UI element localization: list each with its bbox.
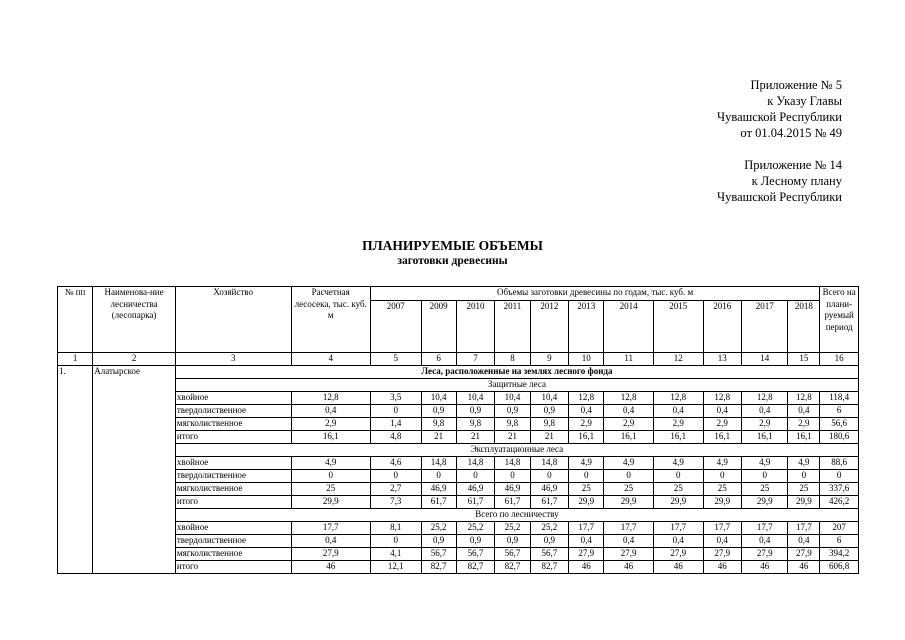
value-cell: 25 [788, 483, 820, 496]
header-year: 2018 [788, 301, 820, 353]
value-cell: 17,7 [788, 522, 820, 535]
header-estimated-cut: Расчетная лесосека, тыс. куб. м [291, 287, 370, 353]
value-cell: 4,6 [370, 457, 421, 470]
value-cell: 46 [569, 561, 604, 574]
value-cell: 61,7 [495, 496, 530, 509]
species-label: хвойное [175, 392, 291, 405]
value-cell: 16,1 [291, 431, 370, 444]
species-label: хвойное [175, 522, 291, 535]
value-cell: 4,9 [291, 457, 370, 470]
value-cell: 0 [370, 535, 421, 548]
value-cell: 61,7 [421, 496, 456, 509]
value-cell: 16,1 [604, 431, 654, 444]
value-cell: 394,2 [820, 548, 859, 561]
value-cell: 0,4 [604, 535, 654, 548]
value-cell: 12,8 [569, 392, 604, 405]
value-cell: 0 [742, 470, 788, 483]
species-label: мягколиственное [175, 418, 291, 431]
value-cell: 0 [703, 470, 742, 483]
value-cell: 0 [370, 405, 421, 418]
column-number: 11 [604, 353, 654, 366]
column-number: 8 [495, 353, 530, 366]
value-cell: 207 [820, 522, 859, 535]
value-cell: 25 [291, 483, 370, 496]
header-row [58, 287, 859, 301]
value-cell: 6 [820, 405, 859, 418]
value-cell: 56,7 [495, 548, 530, 561]
column-number: 13 [703, 353, 742, 366]
header-forestry-name: Наименова-ние лесничества (лесопарка) [93, 287, 176, 353]
value-cell: 29,9 [703, 496, 742, 509]
value-cell: 0 [569, 470, 604, 483]
value-cell: 12,8 [788, 392, 820, 405]
column-number: 10 [569, 353, 604, 366]
value-cell: 2,9 [604, 418, 654, 431]
value-cell: 82,7 [495, 561, 530, 574]
species-label: твердолиственное [175, 535, 291, 548]
header-total-period: Всего на плани-руемый период [820, 287, 859, 353]
header-year: 2007 [370, 301, 421, 353]
value-cell: 12,8 [703, 392, 742, 405]
value-cell: 2,9 [742, 418, 788, 431]
value-cell: 25 [569, 483, 604, 496]
value-cell: 27,9 [703, 548, 742, 561]
header-farm: Хозяйство [175, 287, 291, 353]
value-cell: 27,9 [604, 548, 654, 561]
header-year: 2015 [653, 301, 703, 353]
species-label: мягколиственное [175, 548, 291, 561]
value-cell: 606,8 [820, 561, 859, 574]
document-subtitle: заготовки древесины [397, 255, 508, 267]
value-cell: 14,8 [456, 457, 495, 470]
column-number: 1 [58, 353, 93, 366]
value-cell: 82,7 [421, 561, 456, 574]
value-cell: 4,9 [653, 457, 703, 470]
value-cell: 2,9 [569, 418, 604, 431]
section-row [58, 366, 859, 379]
value-cell: 0,4 [703, 535, 742, 548]
table-row [58, 470, 859, 483]
value-cell: 12,8 [653, 392, 703, 405]
appendix-line: Приложение № 5 [750, 78, 842, 92]
group-title: Эксплуатационные леса [175, 444, 858, 457]
value-cell: 4,9 [788, 457, 820, 470]
value-cell: 4,9 [569, 457, 604, 470]
value-cell: 2,7 [370, 483, 421, 496]
value-cell: 27,9 [291, 548, 370, 561]
column-number: 6 [421, 353, 456, 366]
appendix-14-block [717, 157, 842, 205]
value-cell: 426,2 [820, 496, 859, 509]
value-cell: 4,1 [370, 548, 421, 561]
species-label: итого [175, 431, 291, 444]
value-cell: 16,1 [788, 431, 820, 444]
value-cell: 10,4 [421, 392, 456, 405]
header-year: 2009 [421, 301, 456, 353]
value-cell: 29,9 [569, 496, 604, 509]
value-cell: 14,8 [530, 457, 569, 470]
value-cell: 12,1 [370, 561, 421, 574]
group-title-row [58, 509, 859, 522]
value-cell: 0,4 [653, 535, 703, 548]
value-cell: 2,9 [703, 418, 742, 431]
value-cell: 46 [653, 561, 703, 574]
header-volumes-by-year: Объемы заготовки древесины по годам, тыс. куб. м [370, 287, 819, 301]
column-number: 5 [370, 353, 421, 366]
table-row [58, 392, 859, 405]
value-cell: 337,6 [820, 483, 859, 496]
value-cell: 46 [604, 561, 654, 574]
value-cell: 0,9 [456, 405, 495, 418]
column-number: 15 [788, 353, 820, 366]
value-cell: 4,9 [742, 457, 788, 470]
value-cell: 10,4 [530, 392, 569, 405]
value-cell: 27,9 [788, 548, 820, 561]
table-row [58, 561, 859, 574]
value-cell: 0,4 [291, 405, 370, 418]
harvest-volume-table [57, 286, 859, 574]
group-title-row [58, 444, 859, 457]
value-cell: 0 [820, 470, 859, 483]
header-year: 2013 [569, 301, 604, 353]
value-cell: 14,8 [421, 457, 456, 470]
value-cell: 56,7 [530, 548, 569, 561]
column-number: 3 [175, 353, 291, 366]
value-cell: 82,7 [530, 561, 569, 574]
column-number: 12 [653, 353, 703, 366]
value-cell: 46,9 [421, 483, 456, 496]
group-title: Защитные леса [175, 379, 858, 392]
appendix-5-block [717, 77, 842, 141]
value-cell: 29,9 [788, 496, 820, 509]
value-cell: 0,4 [703, 405, 742, 418]
value-cell: 25,2 [456, 522, 495, 535]
value-cell: 17,7 [569, 522, 604, 535]
group-title-row [58, 379, 859, 392]
value-cell: 27,9 [742, 548, 788, 561]
value-cell: 16,1 [569, 431, 604, 444]
value-cell: 0,9 [495, 535, 530, 548]
value-cell: 0,4 [742, 405, 788, 418]
value-cell: 0,4 [742, 535, 788, 548]
appendix-line: Чувашской Республики [716, 110, 842, 124]
value-cell: 21 [530, 431, 569, 444]
value-cell: 46 [703, 561, 742, 574]
column-numbers-row [58, 353, 859, 366]
value-cell: 9,8 [530, 418, 569, 431]
value-cell: 0 [495, 470, 530, 483]
value-cell: 17,7 [703, 522, 742, 535]
value-cell: 29,9 [291, 496, 370, 509]
value-cell: 9,8 [456, 418, 495, 431]
value-cell: 4,8 [370, 431, 421, 444]
column-number: 14 [742, 353, 788, 366]
value-cell: 12,8 [604, 392, 654, 405]
value-cell: 0,9 [530, 405, 569, 418]
value-cell: 12,8 [291, 392, 370, 405]
value-cell: 61,7 [530, 496, 569, 509]
value-cell: 14,8 [495, 457, 530, 470]
value-cell: 0 [456, 470, 495, 483]
appendix-line: Чувашской Республики [716, 190, 842, 204]
header-year: 2017 [742, 301, 788, 353]
table-row [58, 496, 859, 509]
header-year: 2016 [703, 301, 742, 353]
appendix-line: к Лесному плану [751, 174, 842, 188]
forestry-name: Алатырское [93, 366, 176, 574]
value-cell: 0,4 [653, 405, 703, 418]
document-title: ПЛАНИРУЕМЫЕ ОБЪЕМЫ [362, 238, 543, 253]
table-body [58, 366, 859, 574]
table-row [58, 431, 859, 444]
value-cell: 118,4 [820, 392, 859, 405]
value-cell: 46,9 [495, 483, 530, 496]
value-cell: 10,4 [495, 392, 530, 405]
value-cell: 6 [820, 535, 859, 548]
value-cell: 0,9 [530, 535, 569, 548]
value-cell: 0,9 [421, 535, 456, 548]
table-row [58, 548, 859, 561]
appendix-line: Приложение № 14 [744, 158, 842, 172]
column-number: 4 [291, 353, 370, 366]
value-cell: 0,4 [569, 535, 604, 548]
value-cell: 9,8 [495, 418, 530, 431]
value-cell: 17,7 [604, 522, 654, 535]
value-cell: 0 [788, 470, 820, 483]
value-cell: 180,6 [820, 431, 859, 444]
table-row [58, 457, 859, 470]
value-cell: 0,9 [495, 405, 530, 418]
value-cell: 7,3 [370, 496, 421, 509]
value-cell: 25,2 [530, 522, 569, 535]
species-label: итого [175, 561, 291, 574]
species-label: твердолиственное [175, 405, 291, 418]
species-label: твердолиственное [175, 470, 291, 483]
value-cell: 1,4 [370, 418, 421, 431]
value-cell: 25 [703, 483, 742, 496]
section-title: Леса, расположенные на землях лесного фонда [175, 366, 858, 379]
value-cell: 0 [370, 470, 421, 483]
value-cell: 0,4 [604, 405, 654, 418]
value-cell: 8,1 [370, 522, 421, 535]
value-cell: 25 [742, 483, 788, 496]
value-cell: 21 [456, 431, 495, 444]
value-cell: 0,4 [569, 405, 604, 418]
species-label: мягколиственное [175, 483, 291, 496]
value-cell: 0 [421, 470, 456, 483]
table-row [58, 535, 859, 548]
table-row [58, 418, 859, 431]
column-number: 2 [93, 353, 176, 366]
value-cell: 0 [604, 470, 654, 483]
value-cell: 17,7 [742, 522, 788, 535]
value-cell: 4,9 [604, 457, 654, 470]
value-cell: 56,7 [421, 548, 456, 561]
value-cell: 29,9 [653, 496, 703, 509]
value-cell: 27,9 [653, 548, 703, 561]
value-cell: 17,7 [291, 522, 370, 535]
appendix-line: от 01.04.2015 № 49 [740, 126, 842, 140]
header-year: 2014 [604, 301, 654, 353]
value-cell: 56,7 [456, 548, 495, 561]
value-cell: 3,5 [370, 392, 421, 405]
value-cell: 21 [495, 431, 530, 444]
header-year: 2010 [456, 301, 495, 353]
column-number: 7 [456, 353, 495, 366]
value-cell: 16,1 [742, 431, 788, 444]
table-row [58, 522, 859, 535]
value-cell: 46,9 [530, 483, 569, 496]
value-cell: 0 [653, 470, 703, 483]
value-cell: 2,9 [788, 418, 820, 431]
value-cell: 21 [421, 431, 456, 444]
group-title: Всего по лесничеству [175, 509, 858, 522]
value-cell: 17,7 [653, 522, 703, 535]
column-number: 16 [820, 353, 859, 366]
value-cell: 56,6 [820, 418, 859, 431]
value-cell: 12,8 [742, 392, 788, 405]
species-label: итого [175, 496, 291, 509]
header-year: 2012 [530, 301, 569, 353]
value-cell: 10,4 [456, 392, 495, 405]
value-cell: 25 [653, 483, 703, 496]
value-cell: 27,9 [569, 548, 604, 561]
header-year: 2011 [495, 301, 530, 353]
value-cell: 88,6 [820, 457, 859, 470]
value-cell: 29,9 [742, 496, 788, 509]
value-cell: 9,8 [421, 418, 456, 431]
value-cell: 25,2 [421, 522, 456, 535]
species-label: хвойное [175, 457, 291, 470]
value-cell: 2,9 [653, 418, 703, 431]
value-cell: 0 [291, 470, 370, 483]
value-cell: 0,9 [456, 535, 495, 548]
value-cell: 46 [742, 561, 788, 574]
value-cell: 46 [291, 561, 370, 574]
value-cell: 0,4 [291, 535, 370, 548]
row-number: 1. [58, 366, 93, 574]
value-cell: 61,7 [456, 496, 495, 509]
value-cell: 82,7 [456, 561, 495, 574]
column-number: 9 [530, 353, 569, 366]
value-cell: 0 [530, 470, 569, 483]
value-cell: 0,9 [421, 405, 456, 418]
value-cell: 0,4 [788, 405, 820, 418]
value-cell: 4,9 [703, 457, 742, 470]
header-num: № пп [58, 287, 93, 353]
value-cell: 0,4 [788, 535, 820, 548]
value-cell: 2,9 [291, 418, 370, 431]
appendix-line: к Указу Главы [767, 94, 842, 108]
value-cell: 25,2 [495, 522, 530, 535]
value-cell: 16,1 [653, 431, 703, 444]
value-cell: 16,1 [703, 431, 742, 444]
value-cell: 46,9 [456, 483, 495, 496]
value-cell: 29,9 [604, 496, 654, 509]
table-row [58, 483, 859, 496]
value-cell: 25 [604, 483, 654, 496]
value-cell: 46 [788, 561, 820, 574]
table-row [58, 405, 859, 418]
